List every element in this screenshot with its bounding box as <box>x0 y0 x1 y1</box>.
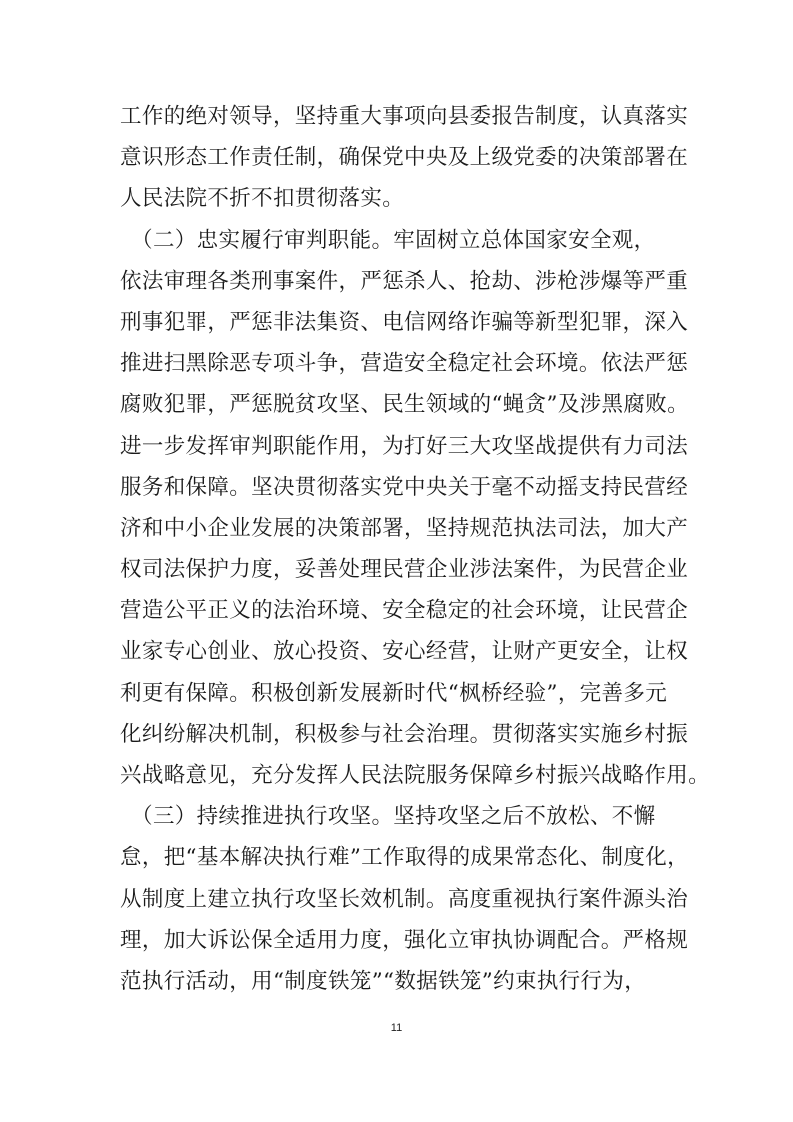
section-heading-line: （二）忠实履行审判职能。牢固树立总体国家安全观， <box>120 227 656 253</box>
text-line: 工作的绝对领导，坚持重大事项向县委报告制度，认真落实 <box>120 104 689 129</box>
section-heading-line: （三）持续推进执行攻坚。坚持攻坚之后不放松、不懈 <box>120 804 656 830</box>
text-line: 业家专心创业、放心投资、安心经营，让财产更安全，让权 <box>120 639 689 665</box>
text-line: 范执行活动，用“制度铁笼”“数据铁笼”约束执行行为， <box>120 968 647 994</box>
text-line: 刑事犯罪，严惩非法集资、电信网络诈骗等新型犯罪，深入 <box>120 309 689 335</box>
text-line: 服务和保障。坚决贯彻落实党中央关于毫不动摇支持民营经 <box>120 474 689 500</box>
text-line: 怠，把“基本解决执行难”工作取得的成果常态化、制度化， <box>120 845 689 871</box>
text-line: 进一步发挥审判职能作用，为打好三大攻坚战提供有力司法 <box>120 433 689 459</box>
text-line: 济和中小企业发展的决策部署，坚持规范执法司法，加大产 <box>120 515 689 541</box>
body-text <box>120 96 710 1002</box>
text-line: 推进扫黑除恶专项斗争，营造安全稳定社会环境。依法严惩 <box>120 351 689 377</box>
text-line: 营造公平正义的法治环境、安全稳定的社会环境，让民营企 <box>120 598 689 624</box>
text-line: 从制度上建立执行攻坚长效机制。高度重视执行案件源头治 <box>120 886 689 912</box>
text-line: 化纠纷解决机制，积极参与社会治理。贯彻落实实施乡村振 <box>120 721 689 747</box>
text-line: 意识形态工作责任制，确保党中央及上级党委的决策部署在 <box>120 145 689 171</box>
text-line: 兴战略意见，充分发挥人民法院服务保障乡村振兴战略作用。 <box>120 763 710 788</box>
page-number: 11 <box>390 1022 403 1034</box>
text-line: 依法审理各类刑事案件，严惩杀人、抢劫、涉枪涉爆等严重 <box>120 268 689 294</box>
text-line: 人民法院不折不扣贯彻落实。 <box>120 186 405 212</box>
text-line: 理，加大诉讼保全适用力度，强化立审执协调配合。严格规 <box>120 927 689 953</box>
text-line: 权司法保护力度，妥善处理民营企业涉法案件，为民营企业 <box>120 557 689 583</box>
text-line: 腐败犯罪，严惩脱贫攻坚、民生领域的“蝇贪”及涉黑腐败。 <box>120 392 689 418</box>
text-line: 利更有保障。积极创新发展新时代“枫桥经验”，完善多元 <box>120 680 668 706</box>
